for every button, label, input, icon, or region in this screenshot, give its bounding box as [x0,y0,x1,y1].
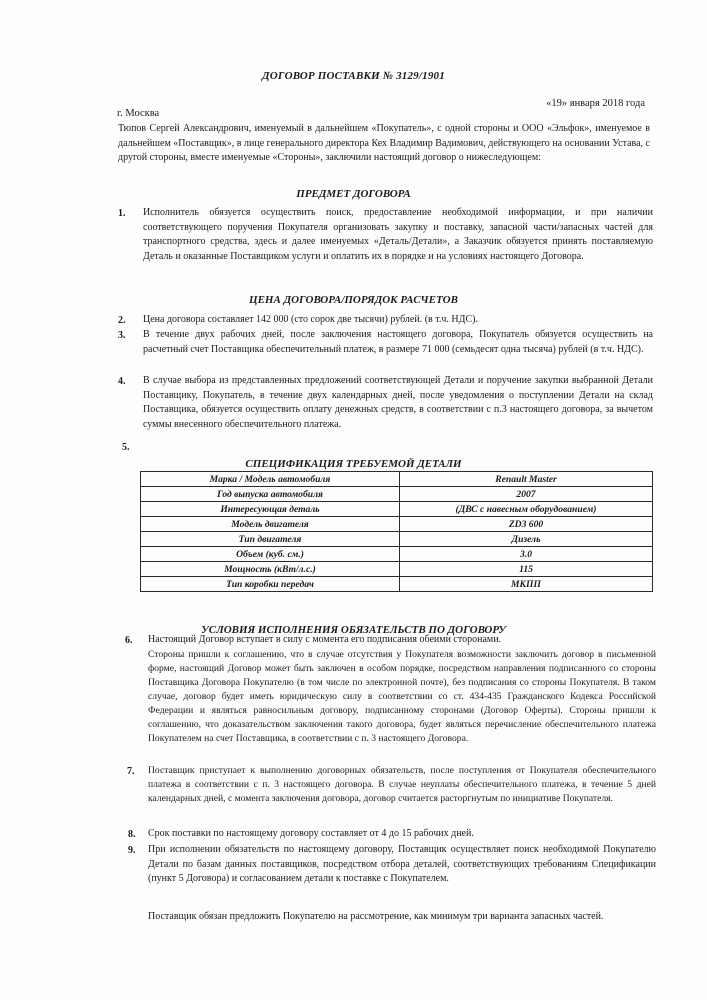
clause-6-continuation: Стороны пришли к соглашению, что в случае отсутствия у Покупателя возможности заключить договор в письменной форме, настоящий Договор может быть заключен в особом порядке, посредством направления подписанного со стороны Поставщика Договора Покупателю (в том числе по электронной почте), без подписания со стороны Покупателя. В таком случае, договор будет иметь юридическую силу в соответствии со ст. 434-435 Гражданского Кодекса Российской Федерации и являться равносильным договору, подписанному сторонами (Договор Оферты). Стороны пришли к соглашению, что доказательством заключения такого договора, будет являться перечисление обеспечительного платежа Покупателем на счет Поставщика, в соответствии с п. 3 настоящего Договора. [148,649,656,744]
spec-key: Марка / Модель автомобиля [141,472,400,487]
clause-2: Цена договора составляет 142 000 (сто сорок две тысячи) рублей. (в т.ч. НДС). [143,314,478,325]
clause-number: 2. [118,315,126,326]
clause-number: 5. [122,442,130,453]
place-date-line [117,98,645,119]
spec-value: 3.0 [400,547,653,562]
clause-3: В течение двух рабочих дней, после заключения настоящего договора, Покупатель обязуется осуществить на расчетный счет Поставщика обеспечительный платеж, в размере 71 000 (семьдесят одна тысяча) рублей (в т.ч. НДС). [143,329,653,355]
clause-6: Настоящий Договор вступает в силу с момента его подписания обеими сторонами. [148,634,502,645]
spec-value: МКПП [400,577,653,592]
city-label: г. Москва [117,108,160,119]
clause-4: В случае выбора из представленных предложений соответствующей Детали и поручение закупки выбранной Детали Поставщику, Покупатель, в течение двух календарных дней, после уведомления о поступлении Детали на склад Поставщика, обязуется осуществить оплату денежных средств, в соответствии с п.3 настоящего договора, за вычетом суммы внесенного обеспечительного платежа. [143,375,653,430]
clause-number: 9. [128,845,136,856]
spec-heading: СПЕЦИФИКАЦИЯ ТРЕБУЕМОЙ ДЕТАЛИ [245,458,462,470]
spec-key: Тип двигателя [141,532,400,547]
table-row [141,562,653,577]
contract-date: «19» января 2018 года [546,98,645,109]
spec-key: Мощность (кВт/л.с.) [141,562,400,577]
spec-value: (ДВС с навесным оборудованием) [400,502,653,517]
intro-paragraph: Тюпов Сергей Александрович, именуемый в дальнейшем «Покупатель», с одной стороны и ООО «Эльфок», именуемое в дальнейшем «Поставщик», в лице генерального директора Кех Владимир Вадимович, действующего на основании Устава, с другой стороны, вместе именуемые «Стороны», заключили настоящий договор о нижеследующем: [118,123,650,164]
spec-value: 2007 [400,487,653,502]
table-row [141,487,653,502]
table-row [141,547,653,562]
spec-table [140,471,653,592]
clause-number: 8. [128,829,136,840]
table-row [141,532,653,547]
subject-heading: ПРЕДМЕТ ДОГОВОРА [296,188,411,200]
clause-number: 6. [125,635,133,646]
conditions-heading: УСЛОВИЯ ИСПОЛНЕНИЯ ОБЯЗАТЕЛЬСТВ ПО ДОГОВОРУ [201,624,506,636]
spec-key: Интересующая деталь [141,502,400,517]
clause-7: Поставщик приступает к выполнению договорных обязательств, после поступления от Покупателя обеспечительного платежа в соответствии с п. 3 настоящего договора. В случае неуплаты обеспечительного платежа, в течение 5 дней календарных дней, с момента заключения договора, договор считается расторгнутым по инициативе Покупателя. [148,765,656,804]
table-row [141,577,653,592]
document-title: ДОГОВОР ПОСТАВКИ № 3129/1901 [262,70,445,82]
spec-value: Renault Master [400,472,653,487]
clause-1: Исполнитель обязуется осуществить поиск, предоставление необходимой информации, и при наличии соответствующего поручения Покупателя организовать закупку и поставку, запасной части/запасных частей для транспортного средства, здесь и далее именуемых «Деталь/Детали», а Заказчик обязуется принять поставляемую Деталь и оказанные Поставщиком услуги и оплатить их в порядке и на условиях настоящего Договора. [143,207,653,262]
price-heading: ЦЕНА ДОГОВОРА/ПОРЯДОК РАСЧЕТОВ [249,294,458,306]
clause-number: 1. [118,208,126,219]
clause-9-continuation: Поставщик обязан предложить Покупателю на рассмотрение, как минимум три варианта запасных частей. [148,911,604,922]
spec-value: 115 [400,562,653,577]
spec-value: ZD3 600 [400,517,653,532]
spec-key: Модель двигателя [141,517,400,532]
spec-value: Дизель [400,532,653,547]
clause-number: 7. [127,766,135,777]
clause-8: Срок поставки по настоящему договору составляет от 4 до 15 рабочих дней. [148,828,474,839]
table-row [141,472,653,487]
spec-key: Объем (куб. см.) [141,547,400,562]
spec-key: Тип коробки передач [141,577,400,592]
clause-number: 4. [118,376,126,387]
clause-number: 3. [118,330,126,341]
clause-9: При исполнении обязательств по настоящему договору, Поставщик осуществляет поиск необходимой Покупателю Детали по базам данных поставщиков, посредством отбора деталей, соответствующих требованиям Спецификации (пункт 5 Договора) и согласованием детали к поставке с Покупателем. [148,844,656,885]
spec-key: Год выпуска автомобиля [141,487,400,502]
table-row [141,517,653,532]
table-row [141,502,653,517]
